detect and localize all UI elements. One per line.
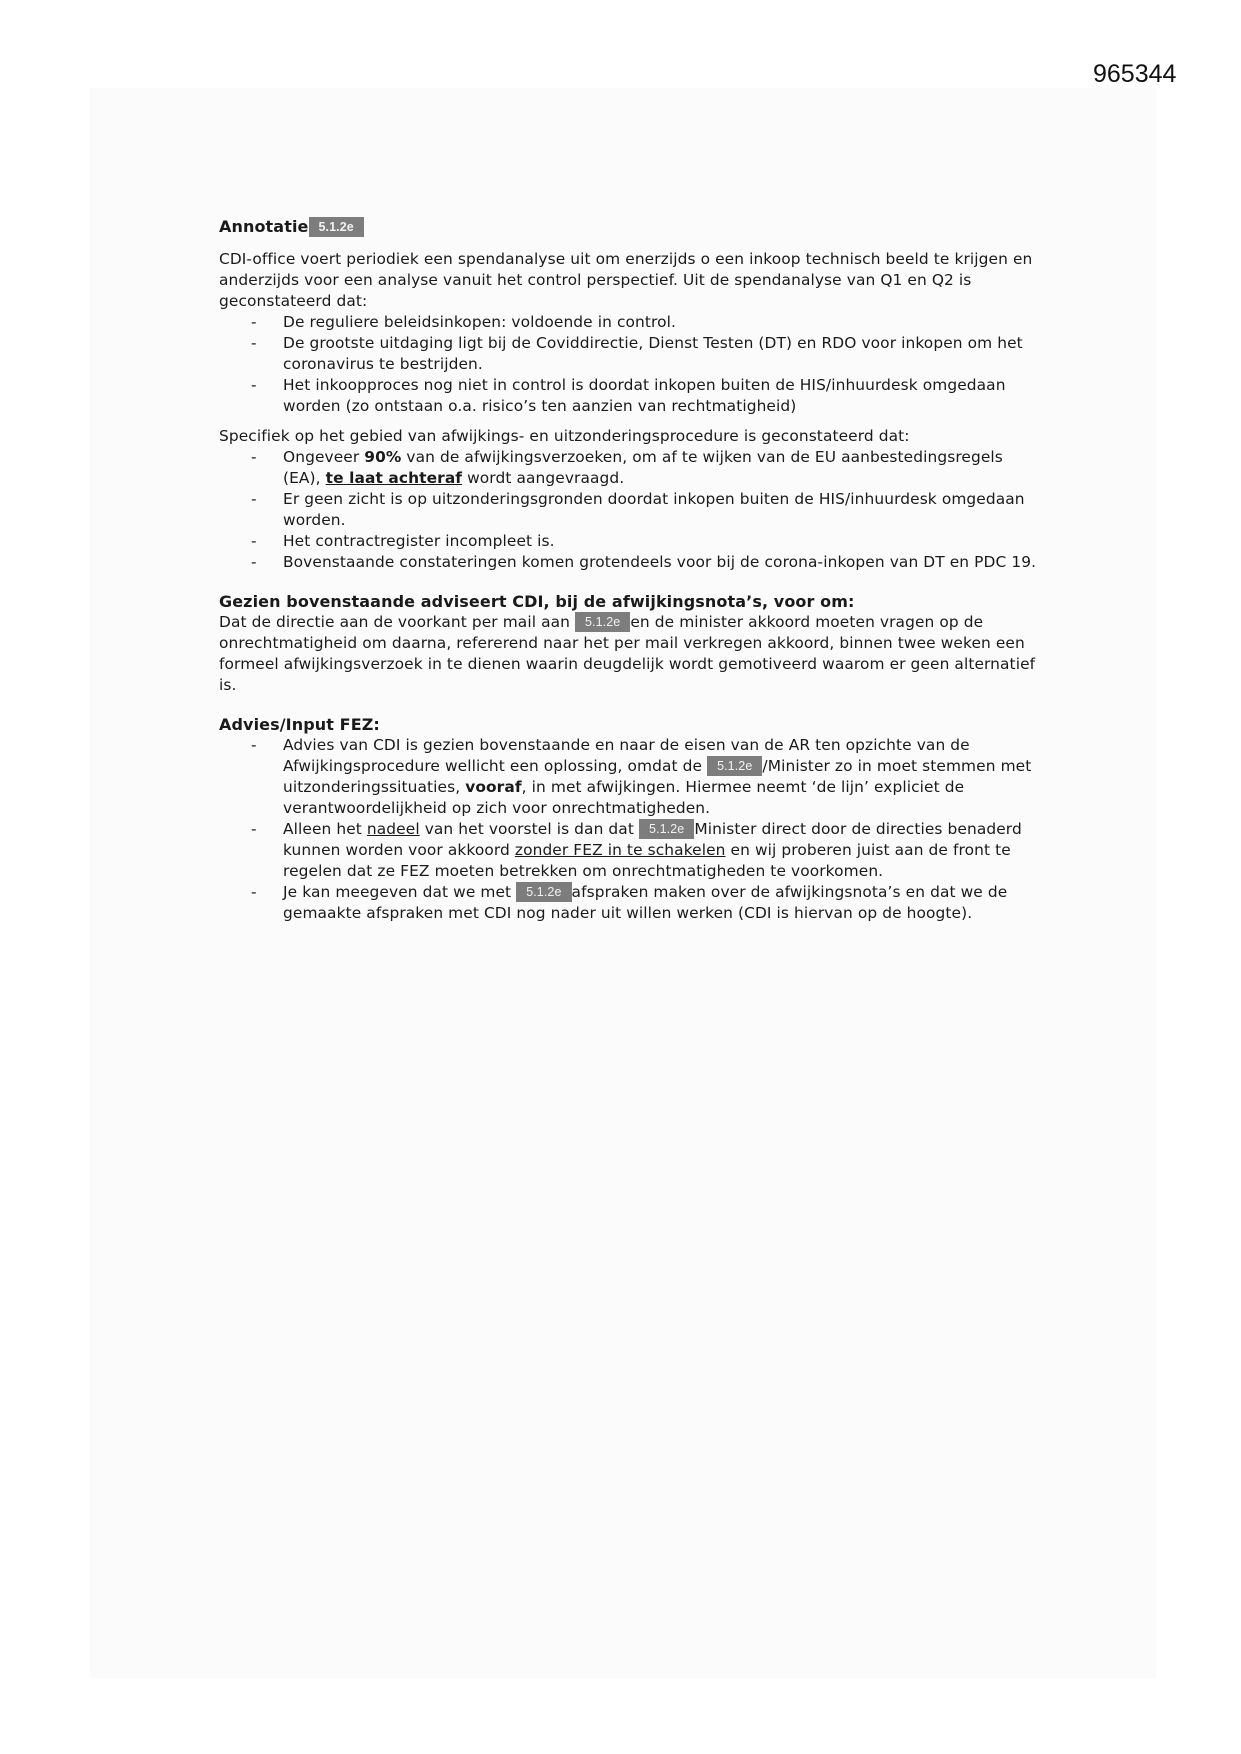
list-item: - Bovenstaande constateringen komen grotendeels voor bij de corona-inkopen van DT en PDC 19.: [219, 552, 1039, 573]
text-run: Advies van CDI is gezien bovenstaande en naar de eisen van de AR ten opzichte van de Afwijkingsprocedure wellicht een oplossing, omdat de: [283, 736, 970, 775]
text-run: afspraken maken over de afwijkingsnota’s en dat we de gemaakte afspraken met CDI nog nader uit willen werken (CDI is hiervan op de hoogte).: [283, 883, 1008, 922]
text-run: , in met afwijkingen. Hiermee neemt ‘de lijn’ expliciet de verantwoordelijkheid op zich voor onrechtmatigheden.: [283, 778, 965, 817]
text-run: /Minister zo in moet stemmen met uitzonderingssituaties,: [283, 757, 1032, 796]
text-run: en wij proberen juist aan de front te regelen dat ze FEZ moeten betrekken om onrechtmatigheden te voorkomen.: [283, 841, 1011, 880]
text-run: en de minister akkoord moeten vragen op de onrechtmatigheid om daarna, refererend naar het per mail verkregen akkoord, binnen twee weken een formeel afwijkingsverzoek in te dienen waarin deugdelijk wordt gemotiveerd waarom er geen alternatief is.: [219, 613, 1036, 694]
list-item: - De reguliere beleidsinkopen: voldoende in control.: [219, 312, 1039, 333]
list-item: - Er geen zicht is op uitzonderingsgronden doordat inkopen buiten de HIS/inhuurdesk omgedaan worden.: [219, 489, 1039, 531]
list-item: - Het contractregister incompleet is.: [219, 531, 1039, 552]
specifiek-list: [219, 447, 1039, 573]
list-item: - De grootste uitdaging ligt bij de Coviddirectie, Dienst Testen (DT) en RDO voor inkopen om het coronavirus te bestrijden.: [219, 333, 1039, 375]
underlined-text: nadeel: [366, 820, 420, 838]
text-run: van het voorstel is dan dat: [419, 820, 639, 838]
underlined-text: zonder FEZ in te schakelen: [514, 841, 726, 859]
text-run: Alleen het: [283, 820, 367, 838]
document-body: [219, 216, 1039, 924]
specifiek-intro: Specifiek op het gebied van afwijkings- en uitzonderingsprocedure is geconstateerd dat:: [219, 427, 910, 445]
text-run: Minister direct door de directies benaderd kunnen worden voor akkoord: [283, 820, 1022, 859]
bold-text: vooraf: [465, 778, 522, 796]
bold-text: 90%: [364, 448, 402, 466]
annotatie-intro: CDI-office voert periodiek een spendanalyse uit om enerzijds o een inkoop technisch beeld te krijgen en anderzijds voor een analyse vanuit het control perspectief. Uit de spendanalyse van Q1 en Q2 is geconstateerd dat:: [219, 250, 1033, 310]
redaction-box: 5.1.2e: [516, 882, 571, 902]
list-item: [219, 819, 1039, 882]
gezien-text: [219, 612, 1039, 696]
text-run: van de afwijkingsverzoeken, om af te wijken van de EU aanbestedingsregels (EA),: [283, 448, 1003, 487]
advies-heading: Advies/Input FEZ:: [219, 715, 380, 734]
list-item: [219, 882, 1039, 924]
redaction-box: 5.1.2e: [707, 756, 762, 776]
text-run: wordt aangevraagd.: [462, 469, 625, 487]
annotatie-title: Annotatie: [219, 217, 309, 236]
text-run: Ongeveer: [283, 448, 365, 466]
document-number: 965344: [1093, 60, 1177, 88]
annotatie-heading: [219, 216, 1039, 237]
advies-list: [219, 735, 1039, 924]
redaction-box: 5.1.2e: [309, 217, 364, 237]
text-run: Je kan meegeven dat we met: [283, 883, 517, 901]
text-run: Dat de directie aan de voorkant per mail aan: [219, 613, 575, 631]
redaction-box: 5.1.2e: [575, 612, 630, 632]
list-item: [219, 735, 1039, 819]
redaction-box: 5.1.2e: [639, 819, 694, 839]
list-item: - Het inkoopproces nog niet in control is doordat inkopen buiten de HIS/inhuurdesk omgedaan worden (zo ontstaan o.a. risico’s ten aanzien van rechtmatigheid): [219, 375, 1039, 417]
underlined-bold-text: te laat achteraf: [325, 469, 463, 487]
gezien-heading: Gezien bovenstaande adviseert CDI, bij de afwijkingsnota’s, voor om:: [219, 592, 855, 611]
annotatie-list: [219, 312, 1039, 417]
list-item: [219, 447, 1039, 489]
